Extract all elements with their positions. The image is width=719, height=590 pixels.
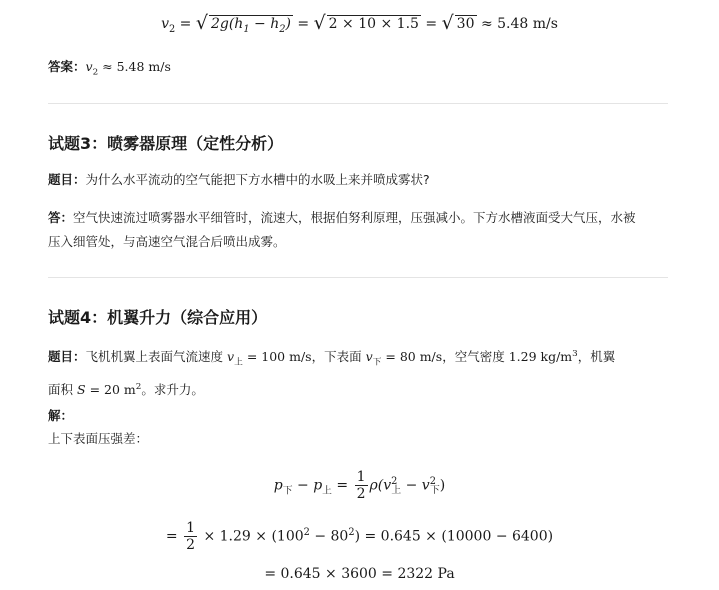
v-up-var: v <box>227 349 235 365</box>
q4-question-label: 题目： <box>48 349 86 365</box>
eq-approx-result: ≈ 5.48 m/s <box>480 16 558 32</box>
divider <box>48 277 668 278</box>
q4-question-line-1 <box>48 342 688 375</box>
minus-v-down: − v <box>401 477 430 494</box>
radicand-1-sub2: 2 <box>279 23 286 35</box>
eq-equals-2: = <box>297 16 310 32</box>
density-exp: 3 <box>572 349 578 359</box>
eq2-tail: ) = 0.645 × (10000 − 6400) <box>354 528 554 545</box>
v-up-value: = 100 m/s <box>246 349 312 365</box>
eq-equals-3: = <box>425 16 438 32</box>
radicand-1-b: ) <box>285 16 291 32</box>
speed-equation <box>0 12 719 35</box>
sub-up: 上 <box>391 485 402 497</box>
eq2-part-a: × 1.29 × (100 <box>203 528 304 545</box>
q4-question-line-2 <box>48 375 688 402</box>
eq2-part-b: − 80 <box>309 528 349 545</box>
fraction-numerator: 1 <box>356 469 366 486</box>
v-up-sub: 上 <box>234 357 243 368</box>
q4-solution-label: 解： <box>48 408 74 423</box>
q4-title: 试题4：机翼升力（综合应用） <box>48 308 268 327</box>
radicand-1 <box>209 15 293 35</box>
divider <box>48 103 668 104</box>
q3-title: 试题3：喷雾器原理（定性分析） <box>48 134 284 153</box>
v-down-value: = 80 m/s <box>385 349 443 365</box>
eq-equals: = <box>179 16 192 32</box>
p-up-sub: 上 <box>322 485 332 497</box>
result-equation: = 0.645 × 3600 = 2322 Pa <box>264 566 455 582</box>
fraction-numerator: 1 <box>186 520 196 537</box>
p-up-var: p <box>313 477 323 494</box>
q3-answer-line-1 <box>48 206 678 230</box>
answer-value: ≈ 5.48 m/s <box>102 59 171 74</box>
q3-answer-label: 答： <box>48 210 74 225</box>
p-down-sub: 下 <box>282 485 293 497</box>
minus-sign: − <box>297 477 309 494</box>
v-down-var: v <box>365 349 373 365</box>
radicand-3: 30 <box>456 16 475 32</box>
density-value: 1.29 kg/m <box>508 349 573 365</box>
radicand-1-a: 2g(h <box>210 16 244 32</box>
q3-question-text: 为什么水平流动的空气能把下方水槽中的水吸上来并喷成雾状? <box>85 172 430 187</box>
radical-sign: √ <box>195 12 208 34</box>
eq-sub: 2 <box>168 23 176 35</box>
eq-var-v: v <box>161 16 169 32</box>
q4-step-label: 上下表面压强差： <box>48 431 149 446</box>
substitution-equation <box>0 513 719 553</box>
q3-answer <box>48 206 678 254</box>
fraction-half <box>184 521 197 552</box>
p-down-var: p <box>273 477 283 494</box>
q4-text-6: 。求升力。 <box>141 381 204 397</box>
fraction-denominator: 2 <box>356 486 366 503</box>
equals-sign: = <box>165 528 178 545</box>
radical-sign: √ <box>313 12 326 34</box>
rho-v-up: ρ(v <box>369 477 392 494</box>
q4-text-2: ，下表面 <box>311 349 362 365</box>
equals-sign: = <box>336 477 349 494</box>
q3-question-label: 题目： <box>48 172 86 187</box>
sub-down: 下 <box>429 485 440 497</box>
answer-line <box>48 56 171 84</box>
radicand-1-sub1: 1 <box>243 23 250 35</box>
q4-text-4: ，机翼 <box>577 349 616 365</box>
radicand-2: 2 × 10 × 1.5 <box>328 16 419 32</box>
area-var: S <box>77 381 86 397</box>
exp-2: 2 <box>429 476 436 487</box>
q4-text-3: ，空气密度 <box>442 349 505 365</box>
radicand-1-mid: − h <box>249 16 280 32</box>
fraction-denominator: 2 <box>186 537 196 554</box>
eq2-exp-b: 2 <box>348 527 355 538</box>
q3-answer-text-1: 空气快速流过喷雾器水平细管时，流速大，根据伯努利原理，压强减小。下方水槽液面受大气压，水被 <box>73 210 636 225</box>
v-down-sub: 下 <box>372 357 382 368</box>
area-value: = 20 m <box>89 381 136 397</box>
eq2-exp-a: 2 <box>303 527 310 538</box>
q3-question <box>48 169 430 191</box>
radical-sign: √ <box>441 12 454 34</box>
fraction-half <box>355 470 368 501</box>
area-exp: 2 <box>135 381 142 392</box>
q4-text-1: 飞机机翼上表面气流速度 <box>85 349 224 365</box>
pressure-diff-equation <box>0 462 719 502</box>
answer-var: v <box>85 59 93 74</box>
close-paren: ) <box>439 477 446 494</box>
answer-label: 答案： <box>48 59 86 74</box>
exp-1: 2 <box>391 476 398 487</box>
answer-sub: 2 <box>92 67 99 78</box>
q4-text-5: 面积 <box>48 381 74 397</box>
q3-answer-line-2: 压入细管处，与高速空气混合后喷出成雾。 <box>48 234 286 249</box>
q4-question <box>48 342 688 402</box>
